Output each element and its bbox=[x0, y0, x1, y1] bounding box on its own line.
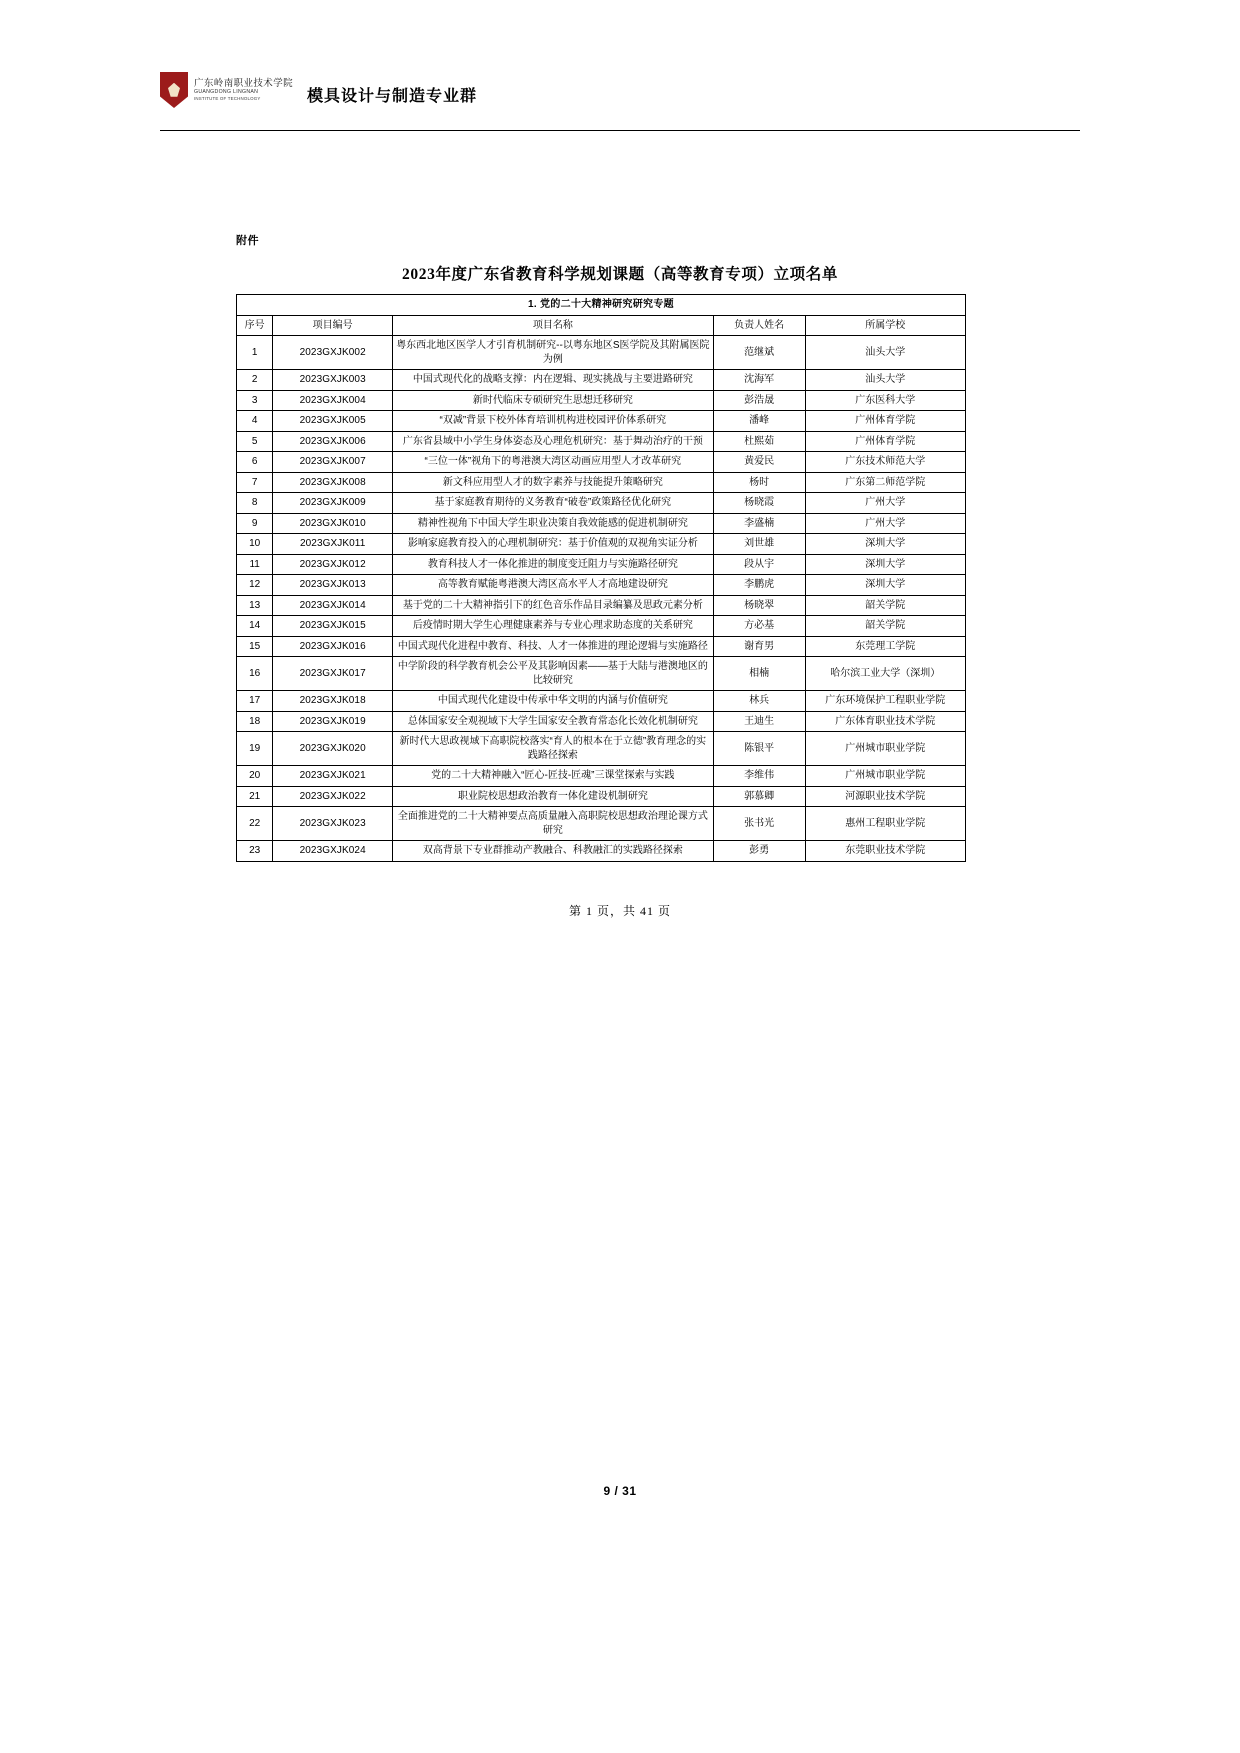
column-header-inst: 所属学校 bbox=[805, 315, 965, 336]
cell-name: 影响家庭教育投入的心理机制研究：基于价值观的双视角实证分析 bbox=[393, 534, 714, 555]
column-header-code: 项目编号 bbox=[273, 315, 393, 336]
cell-no: 4 bbox=[237, 411, 273, 432]
cell-code: 2023GXJK002 bbox=[273, 336, 393, 370]
logo-english-subtitle: INSTITUTE OF TECHNOLOGY bbox=[194, 95, 261, 101]
cell-institution: 广州城市职业学院 bbox=[805, 732, 965, 766]
cell-pi: 杨时 bbox=[713, 472, 805, 493]
cell-code: 2023GXJK013 bbox=[273, 575, 393, 596]
logo-english-name: GUANGDONG LINGNAN bbox=[194, 88, 259, 95]
institution-logo bbox=[160, 72, 293, 108]
cell-name: 总体国家安全观视域下大学生国家安全教育常态化长效化机制研究 bbox=[393, 711, 714, 732]
logo-chinese-name: 广东岭南职业技术学院 bbox=[194, 78, 294, 90]
cell-no: 16 bbox=[237, 657, 273, 691]
cell-pi: 潘峰 bbox=[713, 411, 805, 432]
cell-code: 2023GXJK011 bbox=[273, 534, 393, 555]
cell-name: 新文科应用型人才的数字素养与技能提升策略研究 bbox=[393, 472, 714, 493]
table-row bbox=[237, 711, 966, 732]
cell-code: 2023GXJK019 bbox=[273, 711, 393, 732]
document-body bbox=[236, 232, 1004, 919]
cell-name: 精神性视角下中国大学生职业决策自我效能感的促进机制研究 bbox=[393, 513, 714, 534]
table-body bbox=[237, 336, 966, 862]
table-row bbox=[237, 513, 966, 534]
header-title: 模具设计与制造专业群 bbox=[307, 88, 478, 105]
table-row bbox=[237, 554, 966, 575]
cell-institution: 汕头大学 bbox=[805, 370, 965, 391]
cell-name: 双高背景下专业群推动产教融合、科教融汇的实践路径探索 bbox=[393, 841, 714, 862]
cell-code: 2023GXJK020 bbox=[273, 732, 393, 766]
cell-institution: 东莞理工学院 bbox=[805, 636, 965, 657]
cell-no: 5 bbox=[237, 431, 273, 452]
cell-name: 广东省县域中小学生身体姿态及心理危机研究：基于舞动治疗的干预 bbox=[393, 431, 714, 452]
printed-page-note: 第 1 页，共 41 页 bbox=[568, 903, 671, 918]
cell-code: 2023GXJK005 bbox=[273, 411, 393, 432]
table-row bbox=[237, 691, 966, 712]
cell-name: “三位一体”视角下的粤港澳大湾区动画应用型人才改革研究 bbox=[393, 452, 714, 473]
cell-code: 2023GXJK014 bbox=[273, 595, 393, 616]
cell-institution: 广东医科大学 bbox=[805, 390, 965, 411]
cell-institution: 深圳大学 bbox=[805, 575, 965, 596]
cell-no: 3 bbox=[237, 390, 273, 411]
cell-pi: 杨晓翠 bbox=[713, 595, 805, 616]
cell-pi: 郭慕卿 bbox=[713, 786, 805, 807]
cell-institution: 深圳大学 bbox=[805, 554, 965, 575]
cell-no: 19 bbox=[237, 732, 273, 766]
page-title: 2023年度广东省教育科学规划课题（高等教育专项）立项名单 bbox=[402, 266, 838, 283]
cell-no: 9 bbox=[237, 513, 273, 534]
cell-no: 17 bbox=[237, 691, 273, 712]
cell-name: 党的二十大精神融入“匠心-匠技-匠魂”三课堂探索与实践 bbox=[393, 766, 714, 787]
cell-institution: 河源职业技术学院 bbox=[805, 786, 965, 807]
cell-pi: 林兵 bbox=[713, 691, 805, 712]
cell-name: 教育科技人才一体化推进的制度变迁阻力与实施路径研究 bbox=[393, 554, 714, 575]
table-row bbox=[237, 636, 966, 657]
cell-name: 新时代大思政视域下高职院校落实“育人的根本在于立德”教育理念的实践路径探索 bbox=[393, 732, 714, 766]
cell-name: 高等教育赋能粤港澳大湾区高水平人才高地建设研究 bbox=[393, 575, 714, 596]
cell-code: 2023GXJK016 bbox=[273, 636, 393, 657]
table-row bbox=[237, 841, 966, 862]
cell-no: 7 bbox=[237, 472, 273, 493]
cell-pi: 方必基 bbox=[713, 616, 805, 637]
cell-no: 15 bbox=[237, 636, 273, 657]
cell-name: 基于家庭教育期待的义务教育“破卷”政策路径优化研究 bbox=[393, 493, 714, 514]
cell-institution: 广州体育学院 bbox=[805, 411, 965, 432]
cell-pi: 相楠 bbox=[713, 657, 805, 691]
cell-pi: 彭浩晟 bbox=[713, 390, 805, 411]
cell-no: 1 bbox=[237, 336, 273, 370]
cell-pi: 李维伟 bbox=[713, 766, 805, 787]
cell-name: “双减”背景下校外体育培训机构进校园评价体系研究 bbox=[393, 411, 714, 432]
project-listing-table bbox=[236, 294, 966, 862]
cell-pi: 谢育男 bbox=[713, 636, 805, 657]
cell-code: 2023GXJK018 bbox=[273, 691, 393, 712]
cell-pi: 杜熙茹 bbox=[713, 431, 805, 452]
cell-pi: 范继斌 bbox=[713, 336, 805, 370]
column-header-no: 序号 bbox=[237, 315, 273, 336]
cell-no: 14 bbox=[237, 616, 273, 637]
cell-institution: 广州大学 bbox=[805, 513, 965, 534]
table-row bbox=[237, 390, 966, 411]
cell-institution: 广州大学 bbox=[805, 493, 965, 514]
cell-pi: 段从宇 bbox=[713, 554, 805, 575]
cell-code: 2023GXJK023 bbox=[273, 807, 393, 841]
cell-no: 2 bbox=[237, 370, 273, 391]
cell-name: 中国式现代化进程中教育、科技、人才一体推进的理论逻辑与实施路径 bbox=[393, 636, 714, 657]
cell-code: 2023GXJK007 bbox=[273, 452, 393, 473]
cell-code: 2023GXJK008 bbox=[273, 472, 393, 493]
section-title: 1. 党的二十大精神研究研究专题 bbox=[237, 295, 966, 316]
table-row bbox=[237, 472, 966, 493]
cell-code: 2023GXJK022 bbox=[273, 786, 393, 807]
cell-name: 粤东西北地区医学人才引育机制研究--以粤东地区S医学院及其附属医院为例 bbox=[393, 336, 714, 370]
cell-name: 基于党的二十大精神指引下的红色音乐作品目录编纂及思政元素分析 bbox=[393, 595, 714, 616]
cell-institution: 广州体育学院 bbox=[805, 431, 965, 452]
table-section-header bbox=[237, 295, 966, 316]
table-row bbox=[237, 431, 966, 452]
document-header bbox=[160, 72, 1080, 136]
cell-code: 2023GXJK010 bbox=[273, 513, 393, 534]
table-row bbox=[237, 493, 966, 514]
table-row bbox=[237, 370, 966, 391]
cell-name: 中国式现代化的战略支撑：内在逻辑、现实挑战与主要进路研究 bbox=[393, 370, 714, 391]
cell-code: 2023GXJK017 bbox=[273, 657, 393, 691]
cell-institution: 广东环境保护工程职业学院 bbox=[805, 691, 965, 712]
table-row bbox=[237, 595, 966, 616]
cell-pi: 李盛楠 bbox=[713, 513, 805, 534]
table-row bbox=[237, 534, 966, 555]
cell-institution: 广东第二师范学院 bbox=[805, 472, 965, 493]
cell-pi: 杨晓霞 bbox=[713, 493, 805, 514]
shield-logo-icon bbox=[160, 72, 188, 108]
cell-no: 23 bbox=[237, 841, 273, 862]
cell-name: 新时代临床专硕研究生思想迁移研究 bbox=[393, 390, 714, 411]
cell-code: 2023GXJK006 bbox=[273, 431, 393, 452]
cell-institution: 广州城市职业学院 bbox=[805, 766, 965, 787]
cell-pi: 黄爱民 bbox=[713, 452, 805, 473]
cell-pi: 刘世雄 bbox=[713, 534, 805, 555]
cell-code: 2023GXJK024 bbox=[273, 841, 393, 862]
cell-no: 22 bbox=[237, 807, 273, 841]
cell-name: 职业院校思想政治教育一体化建设机制研究 bbox=[393, 786, 714, 807]
cell-institution: 韶关学院 bbox=[805, 616, 965, 637]
cell-institution: 东莞职业技术学院 bbox=[805, 841, 965, 862]
table-row bbox=[237, 411, 966, 432]
table-row bbox=[237, 575, 966, 596]
cell-code: 2023GXJK003 bbox=[273, 370, 393, 391]
table-row bbox=[237, 657, 966, 691]
table-row bbox=[237, 336, 966, 370]
cell-no: 6 bbox=[237, 452, 273, 473]
cell-no: 11 bbox=[237, 554, 273, 575]
viewer-page-indicator: 9 / 31 bbox=[603, 1484, 637, 1498]
cell-pi: 沈海军 bbox=[713, 370, 805, 391]
cell-institution: 广东体育职业技术学院 bbox=[805, 711, 965, 732]
cell-name: 后疫情时期大学生心理健康素养与专业心理求助态度的关系研究 bbox=[393, 616, 714, 637]
cell-no: 13 bbox=[237, 595, 273, 616]
table-row bbox=[237, 732, 966, 766]
cell-no: 18 bbox=[237, 711, 273, 732]
cell-pi: 陈银平 bbox=[713, 732, 805, 766]
table-row bbox=[237, 616, 966, 637]
cell-pi: 张书光 bbox=[713, 807, 805, 841]
cell-pi: 李鹏虎 bbox=[713, 575, 805, 596]
cell-institution: 汕头大学 bbox=[805, 336, 965, 370]
cell-name: 中学阶段的科学教育机会公平及其影响因素——基于大陆与港澳地区的比较研究 bbox=[393, 657, 714, 691]
cell-name: 全面推进党的二十大精神要点高质量融入高职院校思想政治理论课方式研究 bbox=[393, 807, 714, 841]
header-divider bbox=[160, 130, 1080, 131]
cell-no: 21 bbox=[237, 786, 273, 807]
cell-institution: 惠州工程职业学院 bbox=[805, 807, 965, 841]
cell-code: 2023GXJK009 bbox=[273, 493, 393, 514]
cell-no: 12 bbox=[237, 575, 273, 596]
cell-code: 2023GXJK012 bbox=[273, 554, 393, 575]
table-row bbox=[237, 452, 966, 473]
cell-code: 2023GXJK015 bbox=[273, 616, 393, 637]
cell-code: 2023GXJK021 bbox=[273, 766, 393, 787]
column-header-pi: 负责人姓名 bbox=[713, 315, 805, 336]
cell-pi: 彭勇 bbox=[713, 841, 805, 862]
cell-no: 8 bbox=[237, 493, 273, 514]
cell-institution: 哈尔滨工业大学（深圳） bbox=[805, 657, 965, 691]
table-row bbox=[237, 766, 966, 787]
table-row bbox=[237, 786, 966, 807]
cell-no: 20 bbox=[237, 766, 273, 787]
attachment-label: 附件 bbox=[236, 235, 259, 247]
cell-code: 2023GXJK004 bbox=[273, 390, 393, 411]
cell-name: 中国式现代化建设中传承中华文明的内涵与价值研究 bbox=[393, 691, 714, 712]
cell-pi: 王迪生 bbox=[713, 711, 805, 732]
cell-institution: 韶关学院 bbox=[805, 595, 965, 616]
cell-no: 10 bbox=[237, 534, 273, 555]
table-row bbox=[237, 807, 966, 841]
cell-institution: 广东技术师范大学 bbox=[805, 452, 965, 473]
column-header-name: 项目名称 bbox=[393, 315, 714, 336]
table-header-row bbox=[237, 315, 966, 336]
cell-institution: 深圳大学 bbox=[805, 534, 965, 555]
